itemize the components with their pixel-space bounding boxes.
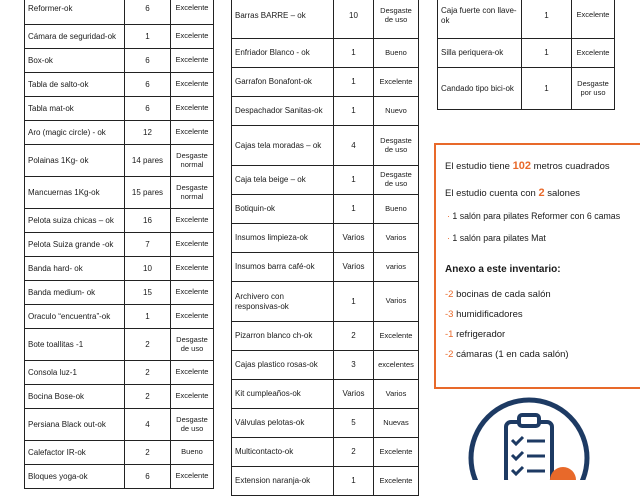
item-qty-cell: 1 [334,97,374,126]
annex-item-number: -2 [445,289,454,300]
table-row [232,438,419,467]
item-condition-cell: Desgaste de uso [171,409,214,441]
item-name-cell: Enfriador Blanco - ok [232,39,334,68]
inventory-table-2-body [232,0,419,496]
table-row [25,465,214,489]
item-condition-cell: Excelente [171,97,214,121]
rooms-number: 2 [538,187,545,199]
item-name-cell: Cajas plastico rosas-ok [232,351,334,380]
item-condition-cell: Bueno [171,441,214,465]
item-name-cell: Caja tela beige – ok [232,166,334,195]
annex-item-text: humidificadores [453,309,523,320]
table-row [232,467,419,496]
item-condition-cell: Excelente [171,257,214,281]
rooms-text-pre: El estudio cuenta con [445,188,539,199]
table-row [25,177,214,209]
item-qty-cell: 3 [334,351,374,380]
table-row [25,257,214,281]
item-condition-cell: Excelente [171,281,214,305]
item-qty-cell: 1 [522,68,572,110]
item-qty-cell: 2 [125,385,171,409]
item-name-cell: Botiquin-ok [232,195,334,224]
table-row [232,282,419,322]
item-condition-cell: Excelente [171,385,214,409]
rooms-line [445,187,580,199]
annex-item-text: refrigerador [453,329,506,340]
item-condition-cell: Excelente [171,73,214,97]
item-condition-cell: Bueno [374,39,419,68]
item-condition-cell: Excelente [171,465,214,489]
item-condition-cell: Excelente [171,25,214,49]
item-name-cell: Reformer-ok [25,0,125,25]
item-qty-cell: 1 [125,25,171,49]
item-condition-cell: Excelente [374,438,419,467]
annex-item [445,329,505,340]
item-condition-cell: varios [374,253,419,282]
table-row [232,0,419,39]
bullet-icon: · [447,233,450,243]
table-row [232,409,419,438]
item-name-cell: Extension naranja-ok [232,467,334,496]
item-name-cell: Calefactor IR-ok [25,441,125,465]
item-qty-cell: 2 [334,438,374,467]
item-name-cell: Banda hard- ok [25,257,125,281]
item-condition-cell: Desgaste normal [171,145,214,177]
item-qty-cell: 6 [125,73,171,97]
table-row [25,25,214,49]
table-row [438,68,615,110]
area-text-post: metros cuadrados [530,161,610,172]
item-name-cell: Pizarron blanco ch-ok [232,322,334,351]
item-name-cell: Caja fuerte con llave-ok [438,0,522,39]
table-row [232,166,419,195]
room-2-line [447,233,546,243]
item-name-cell: Insumos barra café-ok [232,253,334,282]
item-qty-cell: 1 [334,467,374,496]
rooms-text-post: salones [544,188,580,199]
item-name-cell: Archivero con responsivas-ok [232,282,334,322]
item-qty-cell: 1 [334,39,374,68]
item-qty-cell: 4 [125,409,171,441]
inventory-table-3-body [438,0,615,110]
item-name-cell: Pelota Suiza grande -ok [25,233,125,257]
table-row [25,73,214,97]
area-line [445,160,610,172]
item-condition-cell: Excelente [374,467,419,496]
item-qty-cell: 1 [334,68,374,97]
item-name-cell: Polainas 1Kg- ok [25,145,125,177]
table-row [232,39,419,68]
area-number: 102 [512,160,531,172]
table-row [25,329,214,361]
item-condition-cell: Excelente [171,305,214,329]
table-row [232,380,419,409]
table-row [232,126,419,166]
item-qty-cell: Varios [334,380,374,409]
item-condition-cell: Varios [374,282,419,322]
item-condition-cell: Excelente [374,322,419,351]
item-name-cell: Bocina Bose-ok [25,385,125,409]
item-condition-cell: Excelente [572,0,615,39]
item-name-cell: Barras BARRE – ok [232,0,334,39]
table-row [25,209,214,233]
item-qty-cell: 5 [334,409,374,438]
item-qty-cell: 2 [125,441,171,465]
item-qty-cell: 1 [334,166,374,195]
item-name-cell: Persiana Black out-ok [25,409,125,441]
item-name-cell: Cámara de seguridad-ok [25,25,125,49]
item-condition-cell: Desgaste de uso [374,126,419,166]
annex-item-number: -1 [445,329,454,340]
room-1-line [447,211,620,221]
room-1-text: 1 salón para pilates Reformer con 6 camas [452,211,621,221]
item-condition-cell: Excelente [171,233,214,257]
item-condition-cell: excelentes [374,351,419,380]
annex-item-number: -2 [445,349,454,360]
inventory-table-1-body [25,0,214,489]
table-row [232,195,419,224]
item-qty-cell: 1 [334,282,374,322]
item-qty-cell: 15 [125,281,171,305]
table-row [25,305,214,329]
table-row [232,224,419,253]
item-name-cell: Box-ok [25,49,125,73]
item-qty-cell: 2 [125,361,171,385]
table-row [25,281,214,305]
item-qty-cell: 15 pares [125,177,171,209]
item-name-cell: Consola luz-1 [25,361,125,385]
table-row [25,361,214,385]
item-condition-cell: Excelente [171,121,214,145]
item-qty-cell: 4 [334,126,374,166]
room-2-text: 1 salón para pilates Mat [452,233,546,243]
item-condition-cell: Excelente [171,209,214,233]
annex-item [445,309,523,320]
item-name-cell: Garrafon Bonafont-ok [232,68,334,97]
item-condition-cell: Desgaste de uso [374,0,419,39]
table-row [232,351,419,380]
item-condition-cell: Nuevo [374,97,419,126]
clipboard-checklist-icon [466,396,596,480]
annex-item-text: cámaras (1 en cada salón) [453,349,569,360]
table-row [232,253,419,282]
item-condition-cell: Nuevas [374,409,419,438]
table-row [232,68,419,97]
item-condition-cell: Bueno [374,195,419,224]
item-condition-cell: Excelente [171,361,214,385]
item-condition-cell: Varios [374,380,419,409]
table-row [25,441,214,465]
item-qty-cell: 1 [522,39,572,68]
area-text-pre: El estudio tiene [445,161,513,172]
table-row [25,233,214,257]
annex-item [445,289,551,300]
annex-item-text: bocinas de cada salón [453,289,551,300]
inventory-table-2 [231,0,419,496]
table-row [25,0,214,25]
item-qty-cell: 12 [125,121,171,145]
item-qty-cell: 1 [125,305,171,329]
item-name-cell: Banda medium- ok [25,281,125,305]
item-condition-cell: Desgaste por uso [572,68,615,110]
table-row [438,39,615,68]
item-name-cell: Tabla de salto-ok [25,73,125,97]
item-qty-cell: 10 [125,257,171,281]
table-row [25,49,214,73]
item-condition-cell: Excelente [171,49,214,73]
inventory-table-3 [437,0,615,110]
annex-title: Anexo a este inventario: [445,264,561,275]
table-row [25,121,214,145]
item-qty-cell: 6 [125,97,171,121]
item-name-cell: Insumos limpieza-ok [232,224,334,253]
item-condition-cell: Excelente [374,68,419,97]
item-qty-cell: 14 pares [125,145,171,177]
item-condition-cell: Desgaste de uso [171,329,214,361]
item-condition-cell: Desgaste de uso [374,166,419,195]
studio-info-box [434,143,640,389]
item-name-cell: Bote toallitas -1 [25,329,125,361]
item-name-cell: Válvulas pelotas-ok [232,409,334,438]
bullet-icon: · [447,211,450,221]
table-row [25,145,214,177]
item-name-cell: Cajas tela moradas – ok [232,126,334,166]
item-condition-cell: Desgaste normal [171,177,214,209]
annex-item [445,349,569,360]
item-name-cell: Candado tipo bici-ok [438,68,522,110]
inventory-table-1 [24,0,214,489]
item-condition-cell: Excelente [171,0,214,25]
item-qty-cell: 2 [125,329,171,361]
item-name-cell: Silla periquera-ok [438,39,522,68]
table-row [232,97,419,126]
item-name-cell: Tabla mat-ok [25,97,125,121]
item-name-cell: Bloques yoga-ok [25,465,125,489]
table-row [25,409,214,441]
item-name-cell: Mancuernas 1Kg-ok [25,177,125,209]
item-qty-cell: 7 [125,233,171,257]
item-condition-cell: Varios [374,224,419,253]
item-name-cell: Aro (magic circle) - ok [25,121,125,145]
table-row [25,385,214,409]
item-name-cell: Pelota suiza chicas – ok [25,209,125,233]
item-condition-cell: Excelente [572,39,615,68]
item-qty-cell: 1 [334,195,374,224]
item-name-cell: Oraculo “encuentra”-ok [25,305,125,329]
item-qty-cell: 6 [125,465,171,489]
item-qty-cell: 10 [334,0,374,39]
table-row [438,0,615,39]
table-row [232,322,419,351]
item-qty-cell: Varios [334,224,374,253]
item-qty-cell: Varios [334,253,374,282]
item-name-cell: Multicontacto-ok [232,438,334,467]
item-qty-cell: 6 [125,49,171,73]
item-qty-cell: 6 [125,0,171,25]
item-qty-cell: 2 [334,322,374,351]
item-name-cell: Kit cumpleaños-ok [232,380,334,409]
item-name-cell: Despachador Sanitas-ok [232,97,334,126]
item-qty-cell: 16 [125,209,171,233]
table-row [25,97,214,121]
annex-item-number: -3 [445,309,454,320]
item-qty-cell: 1 [522,0,572,39]
